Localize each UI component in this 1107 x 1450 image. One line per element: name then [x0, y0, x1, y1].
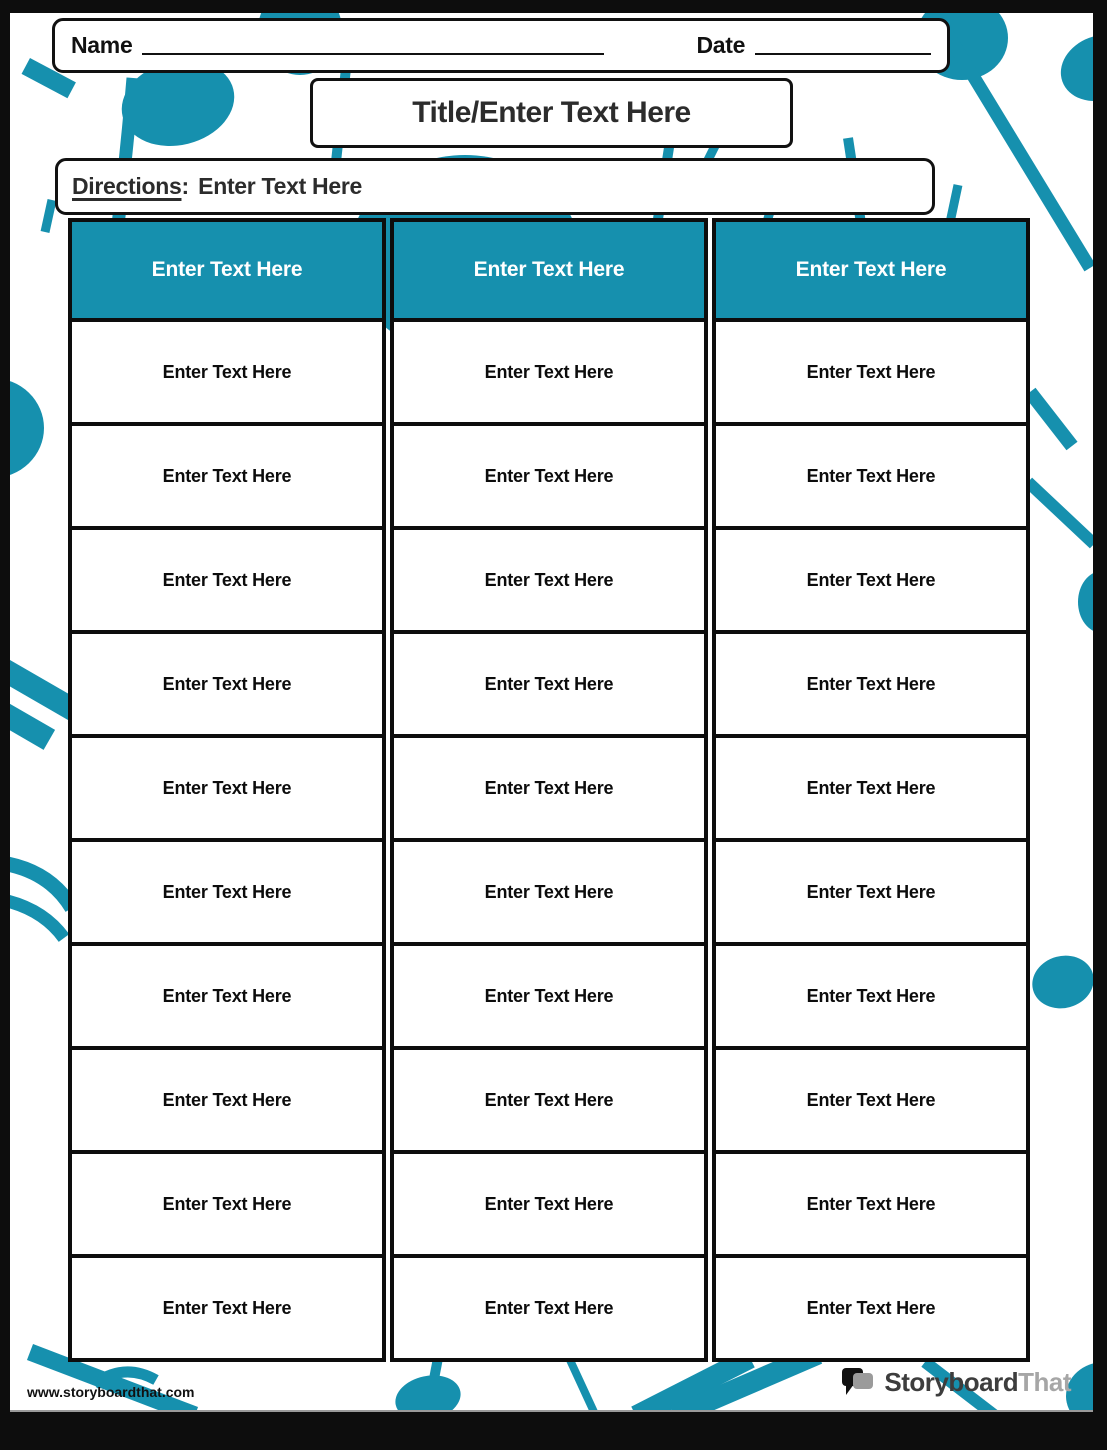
table-column-1 — [68, 218, 386, 1362]
table-cell[interactable]: Enter Text Here — [394, 634, 704, 738]
logo-that: That — [1018, 1366, 1071, 1397]
table-cell[interactable]: Enter Text Here — [716, 322, 1026, 426]
table-cell[interactable]: Enter Text Here — [716, 1154, 1026, 1258]
table-cell[interactable]: Enter Text Here — [72, 1050, 382, 1154]
date-entry-line[interactable] — [755, 53, 931, 55]
logo-text — [884, 1367, 1071, 1398]
table-cell[interactable]: Enter Text Here — [716, 738, 1026, 842]
table-cell[interactable]: Enter Text Here — [72, 322, 382, 426]
table-cell[interactable]: Enter Text Here — [72, 738, 382, 842]
table-cell[interactable]: Enter Text Here — [72, 530, 382, 634]
table-cell[interactable]: Enter Text Here — [394, 426, 704, 530]
table-column-2 — [390, 218, 708, 1362]
directions-separator: : — [181, 173, 190, 199]
table-cell[interactable]: Enter Text Here — [72, 426, 382, 530]
table-cell[interactable]: Enter Text Here — [72, 946, 382, 1050]
column-2-header[interactable]: Enter Text Here — [394, 222, 704, 322]
name-entry-line[interactable] — [142, 53, 604, 55]
table-cell[interactable]: Enter Text Here — [394, 946, 704, 1050]
table-cell[interactable]: Enter Text Here — [716, 842, 1026, 946]
date-label: Date — [696, 32, 746, 58]
column-1-header[interactable]: Enter Text Here — [72, 222, 382, 322]
paper-area — [10, 13, 1093, 1412]
table-cell[interactable]: Enter Text Here — [72, 842, 382, 946]
table-cell[interactable]: Enter Text Here — [72, 1258, 382, 1358]
table-cell[interactable]: Enter Text Here — [394, 1050, 704, 1154]
worksheet-table — [68, 218, 1030, 1362]
table-cell[interactable]: Enter Text Here — [716, 426, 1026, 530]
logo-storyboard: Storyboard — [884, 1366, 1019, 1397]
table-cell[interactable]: Enter Text Here — [72, 634, 382, 738]
table-cell[interactable]: Enter Text Here — [394, 322, 704, 426]
name-date-box — [52, 18, 950, 73]
worksheet-title[interactable]: Title/Enter Text Here — [412, 96, 691, 129]
table-cell[interactable]: Enter Text Here — [72, 1154, 382, 1258]
website-url: www.storyboardthat.com — [27, 1384, 195, 1400]
directions-label: Directions — [72, 173, 182, 199]
table-cell[interactable]: Enter Text Here — [394, 1258, 704, 1358]
storyboardthat-logo — [841, 1365, 1071, 1399]
column-3-header[interactable]: Enter Text Here — [716, 222, 1026, 322]
table-cell[interactable]: Enter Text Here — [716, 1258, 1026, 1358]
table-cell[interactable]: Enter Text Here — [716, 946, 1026, 1050]
name-label: Name — [71, 32, 133, 58]
table-cell[interactable]: Enter Text Here — [394, 738, 704, 842]
title-box[interactable] — [310, 78, 793, 148]
directions-text[interactable]: Enter Text Here — [198, 173, 362, 199]
table-cell[interactable]: Enter Text Here — [716, 634, 1026, 738]
table-cell[interactable]: Enter Text Here — [394, 842, 704, 946]
speech-bubbles-icon — [841, 1365, 877, 1399]
table-cell[interactable]: Enter Text Here — [394, 1154, 704, 1258]
table-column-3 — [712, 218, 1030, 1362]
table-cell[interactable]: Enter Text Here — [716, 1050, 1026, 1154]
table-cell[interactable]: Enter Text Here — [394, 530, 704, 634]
table-cell[interactable]: Enter Text Here — [716, 530, 1026, 634]
directions-box[interactable] — [55, 158, 935, 215]
